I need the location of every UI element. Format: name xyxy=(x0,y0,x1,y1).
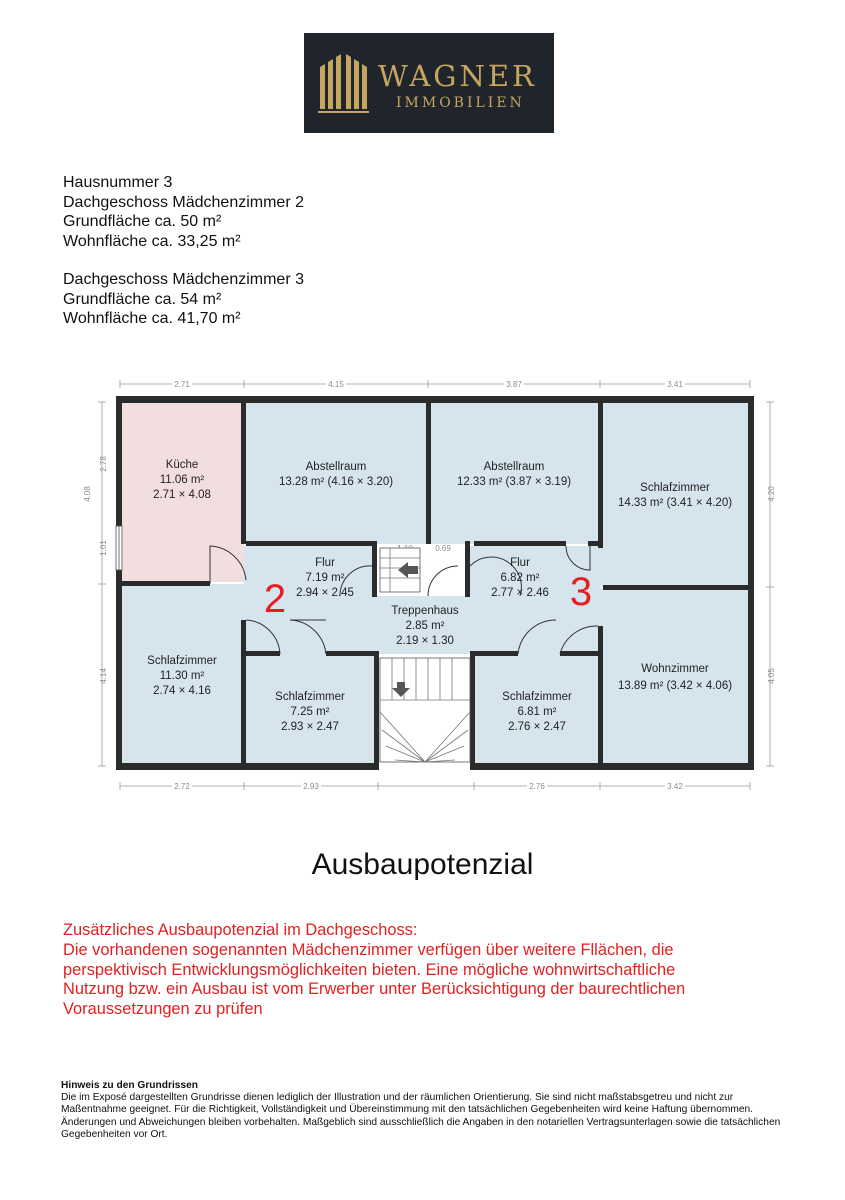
room-area: 6.82 m² xyxy=(500,572,540,584)
dim-stair-2: 0.69 xyxy=(435,544,451,553)
potential-line: Zusätzliches Ausbaupotenzial im Dachgeschoss: xyxy=(63,921,418,939)
room-area: 14.33 m² (3.41 × 4.20) xyxy=(617,497,733,509)
room-name: Schlafzimmer xyxy=(640,482,710,494)
attic2-title: Dachgeschoss Mädchenzimmer 2 xyxy=(63,193,304,211)
dim-bottom-1: 2.72 xyxy=(174,782,190,791)
floor-plan-disclaimer xyxy=(61,1080,781,1141)
room-name: Wohnzimmer xyxy=(641,663,709,675)
attic2-gross-area: Grundfläche ca. 50 m² xyxy=(63,213,222,230)
dim-bottom-4: 3.42 xyxy=(667,782,683,791)
room-name: Schlafzimmer xyxy=(275,691,345,703)
room-area: 13.89 m² (3.42 × 4.06) xyxy=(617,680,733,692)
staircase xyxy=(380,548,470,762)
attic2-living-area: Wohnfläche ca. 33,25 m² xyxy=(63,232,241,250)
brand-name: WAGNER xyxy=(378,59,537,93)
window xyxy=(116,526,122,570)
dim-left-4: 4.14 xyxy=(99,668,108,684)
brand-logo xyxy=(304,33,554,133)
building-icon xyxy=(318,53,370,115)
dim-top-3: 3.87 xyxy=(506,380,522,389)
room-size: 2.77 × 2.46 xyxy=(491,587,549,599)
room-size: 2.93 × 2.47 xyxy=(281,721,339,733)
disclaimer-title: Hinweis zu den Grundrissen xyxy=(61,1080,198,1091)
dim-right-1: 4.20 xyxy=(767,486,776,502)
room-size: 2.71 × 4.08 xyxy=(153,489,211,501)
room-size: 2.76 × 2.47 xyxy=(508,721,566,733)
room-name: Schlafzimmer xyxy=(502,691,572,703)
room-area: 7.25 m² xyxy=(290,706,330,718)
room-area: 13.28 m² (4.16 × 3.20) xyxy=(278,476,394,488)
dim-left-2: 4.08 xyxy=(83,486,92,502)
room-name: Abstellraum xyxy=(483,461,545,473)
dim-top-2: 4.15 xyxy=(328,380,344,389)
room-size: 2.19 × 1.30 xyxy=(396,635,454,647)
house-number: Hausnummer 3 xyxy=(63,174,173,191)
room-area: 2.85 m² xyxy=(405,620,445,632)
room-size: 2.94 × 2.45 xyxy=(296,587,354,599)
unit-marker-2: 2 xyxy=(263,577,287,621)
room-area: 12.33 m² (3.87 × 3.19) xyxy=(456,476,572,488)
room-area: 11.06 m² xyxy=(159,474,205,486)
dim-top-1: 2.71 xyxy=(174,380,190,389)
section-heading: Ausbaupotenzial xyxy=(311,848,534,881)
room-name: Schlafzimmer xyxy=(147,655,217,667)
potential-line: Die vorhandenen sogenannten Mädchenzimmer verfügen über weitere Fllächen, die xyxy=(63,940,674,959)
room-name: Abstellraum xyxy=(305,461,367,473)
dim-bottom-2: 2.93 xyxy=(303,782,319,791)
room-area: 11.30 m² xyxy=(159,670,205,682)
potential-text xyxy=(63,921,685,1020)
room-area: 7.19 m² xyxy=(305,572,345,584)
potential-line: Voraussetzungen zu prüfen xyxy=(63,1000,263,1019)
attic3-living-area: Wohnfläche ca. 41,70 m² xyxy=(63,310,241,327)
room-name: Flur xyxy=(510,557,530,569)
room-area: 6.81 m² xyxy=(517,706,557,718)
dim-top-4: 3.41 xyxy=(667,380,683,389)
attic3-title: Dachgeschoss Mädchenzimmer 3 xyxy=(63,271,304,288)
room-name: Küche xyxy=(165,459,199,471)
potential-line: perspektivisch Entwicklungsmöglichkeiten bieten. Eine mögliche wohnwirtschaftliche xyxy=(63,960,676,979)
room-name: Treppenhaus xyxy=(391,605,459,617)
room-name: Flur xyxy=(315,557,335,569)
dim-right-2: 4.05 xyxy=(767,668,776,684)
attic3-gross-area: Grundfläche ca. 54 m² xyxy=(63,290,222,308)
brand-subtitle: IMMOBILIEN xyxy=(396,95,525,111)
room-size: 2.74 × 4.16 xyxy=(153,685,211,697)
dim-bottom-3: 2.76 xyxy=(529,782,545,791)
property-info xyxy=(63,173,304,329)
dim-left-1: 2.78 xyxy=(99,456,108,472)
dim-left-3: 1.01 xyxy=(99,540,108,556)
unit-marker-3: 3 xyxy=(569,570,593,614)
floor-plan xyxy=(85,368,785,798)
potential-line: Nutzung bzw. ein Ausbau ist vom Erwerber unter Berücksichtigung der baurechtlichen xyxy=(63,980,686,999)
disclaimer-body: Die im Exposé dargestellten Grundrisse dienen lediglich der Illustration und der räumlichen Orientierung. Sie sind nicht maßstabsgetreu und nicht zur Maßentnahme geeignet. Für die Richtigkeit, Vollständigkeit und Übereinstimmung mit den tatsächlichen Gegebenheiten wird keine Haftung übernommen. Änderungen und Abweichungen bleiben vorbehalten. Maßgeblich sind ausschließlich die Angaben in den notariellen Vertragsunterlagen sowie die tatsächlichen Gegebenheiten vor Ort. xyxy=(61,1092,781,1140)
